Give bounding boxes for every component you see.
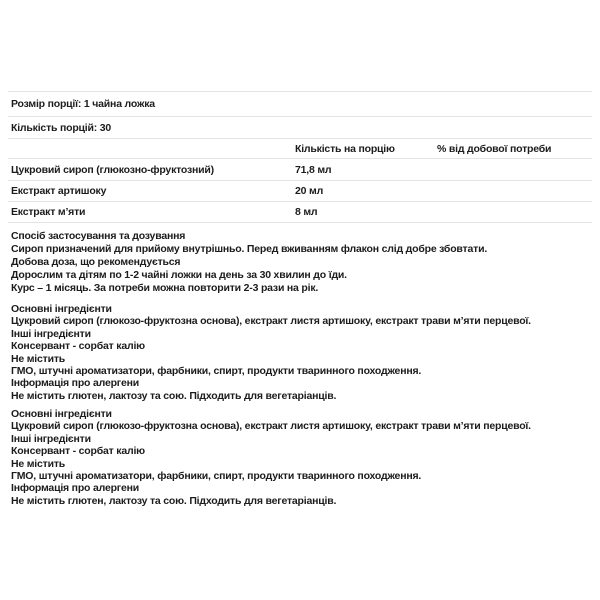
ingredients-free-title: Не містить: [11, 352, 66, 365]
ingredients-free-title: Не містить: [11, 457, 66, 470]
table-row: [8, 202, 592, 223]
usage-section: [11, 230, 590, 295]
ingredients-main-text: Цукровий сироп (глюкозо-фруктозна основа), екстракт листя артишоку, екстракт трави м’яти перцевої.: [11, 315, 531, 328]
ingredient-name: Цукровий сироп (глюкозно-фруктозний): [11, 163, 214, 176]
ingredient-amount: 20 мл: [295, 185, 324, 197]
ingredients-free-text: ГМО, штучні ароматизатори, фарбники, спирт, продукти тваринного походження.: [11, 470, 422, 483]
ingredients-other-text: Консервант - сорбат калію: [11, 445, 145, 458]
ingredients-other-title: Інші інгредієнти: [11, 432, 91, 445]
ingredients-main-title: Основні інгредієнти: [11, 408, 112, 420]
table-header-row: [8, 139, 592, 159]
serving-size-row: [8, 92, 592, 117]
ingredients-allergen-title: Інформація про алергени: [11, 482, 140, 495]
table-row: [8, 181, 592, 202]
ingredient-amount: 71,8 мл: [295, 163, 332, 176]
serving-size-label: Розмір порції: 1 чайна ложка: [11, 98, 155, 110]
table-row: [8, 159, 592, 181]
ingredients-other-title: Інші інгредієнти: [11, 327, 91, 340]
usage-intro: Сироп призначений для прийому внутрішньо. Перед вживанням флакон слід добре збовтати.: [11, 243, 488, 255]
column-header-amount: Кількість на порцію: [295, 142, 395, 155]
ingredients-free-text: ГМО, штучні ароматизатори, фарбники, спирт, продукти тваринного походження.: [11, 365, 422, 378]
ingredient-name: Екстракт артишоку: [11, 185, 107, 197]
ingredients-section-repeat: [11, 408, 590, 507]
servings-count-label: Кількість порцій: 30: [11, 121, 112, 134]
column-header-daily-value: % від добової потреби: [437, 142, 552, 155]
ingredient-amount: 8 мл: [295, 206, 318, 218]
ingredients-section: [11, 303, 590, 402]
usage-dose-text: Дорослим та дітям по 1-2 чайні ложки на день за 30 хвилин до їди.: [11, 269, 347, 281]
usage-course-text: Курс – 1 місяць. За потреби можна повторити 2-3 рази на рік.: [11, 282, 319, 294]
ingredients-other-text: Консервант - сорбат калію: [11, 340, 145, 353]
usage-dose-title: Добова доза, що рекомендується: [11, 256, 181, 268]
supplement-facts-table: [8, 91, 592, 223]
ingredients-allergen-text: Не містить глютен, лактозу та сою. Підходить для вегетаріанців.: [11, 494, 337, 507]
ingredients-allergen-text: Не містить глютен, лактозу та сою. Підходить для вегетаріанців.: [11, 389, 337, 402]
ingredients-allergen-title: Інформація про алергени: [11, 377, 140, 390]
ingredients-main-title: Основні інгредієнти: [11, 303, 112, 315]
servings-count-row: [8, 117, 592, 139]
usage-title: Спосіб застосування та дозування: [11, 230, 186, 242]
ingredients-main-text: Цукровий сироп (глюкозо-фруктозна основа), екстракт листя артишоку, екстракт трави м’яти перцевої.: [11, 420, 531, 433]
ingredient-name: Екстракт м’яти: [11, 206, 86, 218]
